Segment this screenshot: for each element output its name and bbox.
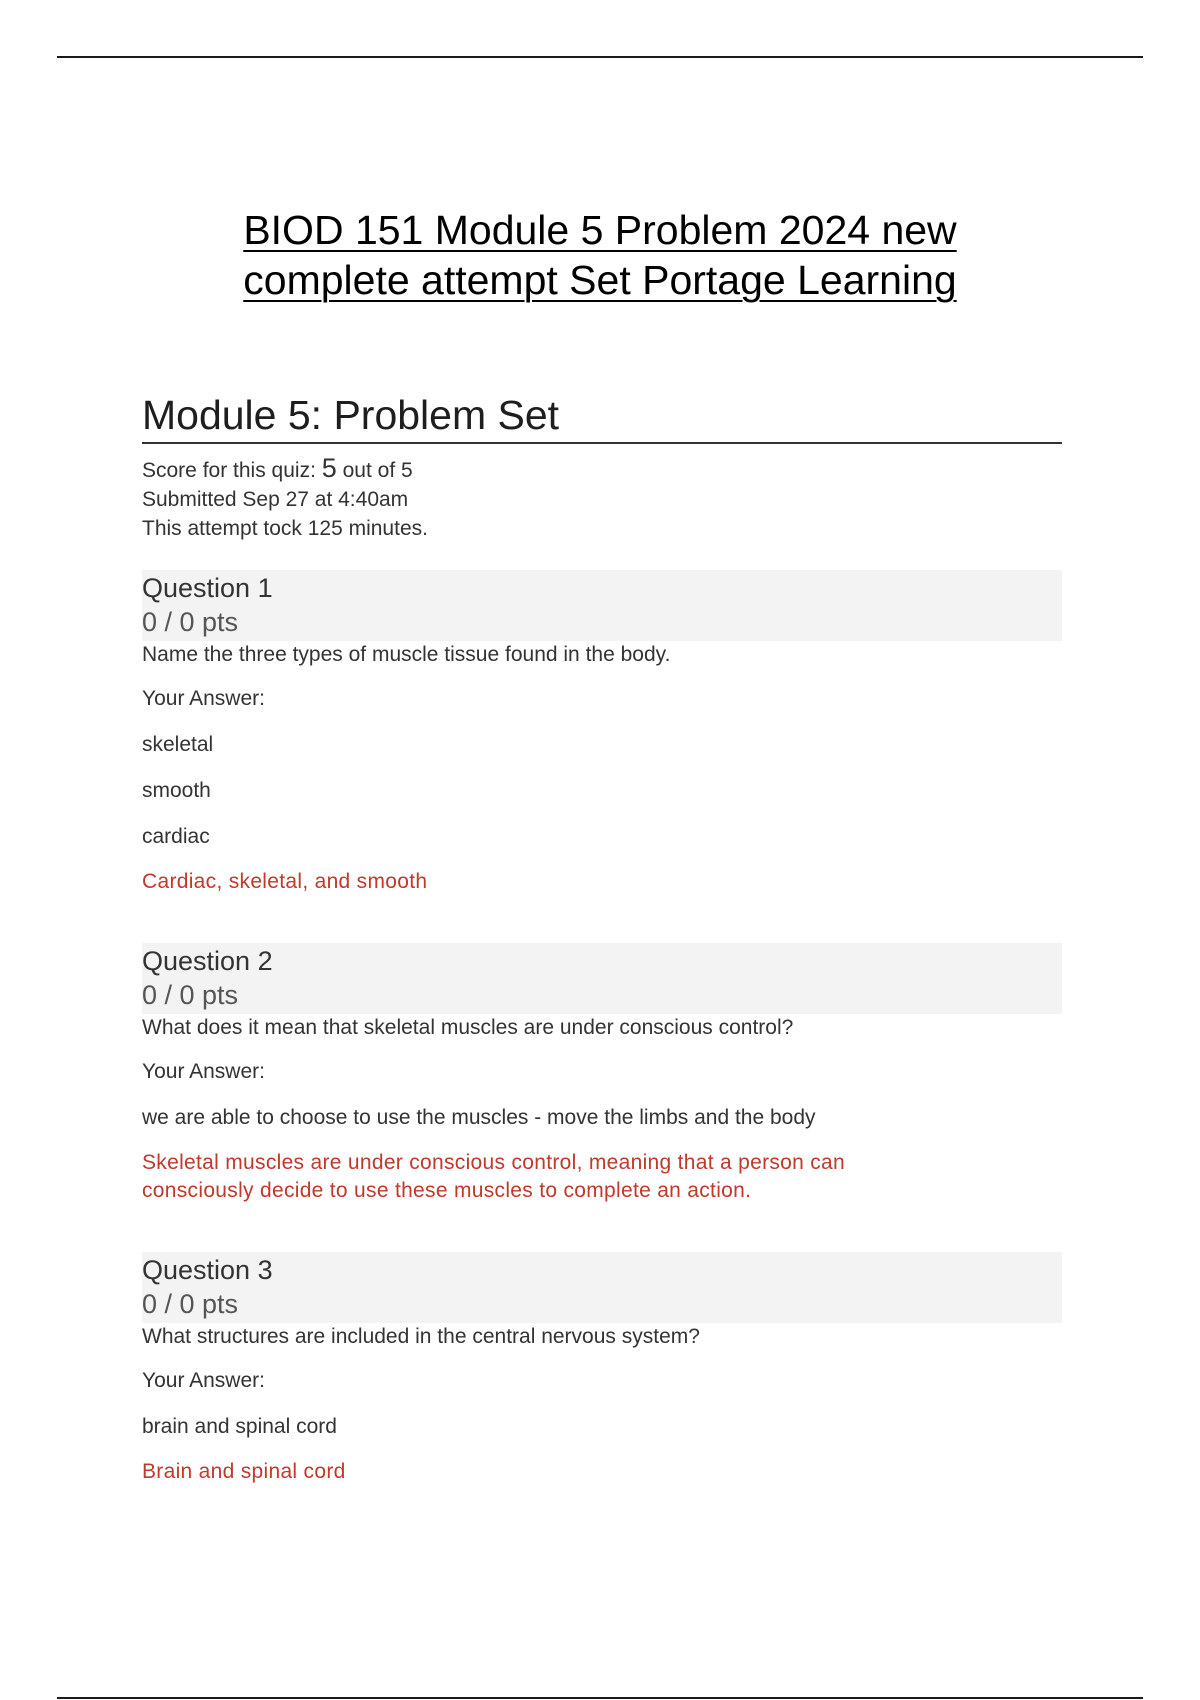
question-header: [142, 1252, 1062, 1323]
score-suffix: out of 5: [336, 459, 413, 482]
document-title-line-2: complete attempt Set Portage Learning: [243, 257, 957, 303]
question-points: 0 / 0 pts: [142, 607, 239, 637]
question-text: Name the three types of muscle tissue found in the body.: [142, 643, 671, 666]
bottom-rule: [57, 1697, 1143, 1699]
correct-answer: Cardiac, skeletal, and smooth: [142, 870, 428, 893]
quiz-section: [142, 390, 1062, 1486]
score-value: 5: [321, 453, 337, 483]
quiz-score: [142, 454, 1062, 485]
question-3: [142, 1252, 1062, 1486]
user-answer: skeletal: [142, 733, 214, 756]
user-answer: brain and spinal cord: [142, 1415, 337, 1438]
quiz-heading: Module 5: Problem Set: [142, 390, 1062, 444]
correct-answer-line: Skeletal muscles are under conscious control, meaning that a person can: [142, 1151, 846, 1174]
your-answer-label: Your Answer:: [142, 687, 265, 710]
question-text: What structures are included in the central nervous system?: [142, 1325, 700, 1348]
top-rule: [57, 56, 1143, 58]
user-answer: smooth: [142, 779, 211, 802]
quiz-meta: [142, 454, 1062, 543]
document-title: [150, 205, 1050, 305]
score-prefix: Score for this quiz:: [142, 459, 322, 482]
correct-answer: [142, 1149, 1062, 1205]
user-answer: we are able to choose to use the muscles - move the limbs and the body: [142, 1106, 816, 1129]
user-answer: cardiac: [142, 825, 210, 848]
question-text: What does it mean that skeletal muscles are under conscious control?: [142, 1016, 794, 1039]
correct-answer-line: consciously decide to use these muscles to complete an action.: [142, 1179, 752, 1202]
correct-answer: Brain and spinal cord: [142, 1460, 346, 1483]
question-title: Question 1: [142, 573, 273, 603]
document-title-line-1: BIOD 151 Module 5 Problem 2024 new: [243, 207, 957, 253]
quiz-duration: This attempt tock 125 minutes.: [142, 517, 428, 540]
question-points: 0 / 0 pts: [142, 1289, 239, 1319]
your-answer-label: Your Answer:: [142, 1369, 265, 1392]
quiz-submitted: Submitted Sep 27 at 4:40am: [142, 488, 409, 511]
question-title: Question 3: [142, 1255, 273, 1285]
question-2: [142, 943, 1062, 1205]
question-title: Question 2: [142, 946, 273, 976]
question-header: [142, 943, 1062, 1014]
question-header: [142, 570, 1062, 641]
your-answer-label: Your Answer:: [142, 1060, 265, 1083]
question-1: [142, 570, 1062, 896]
question-points: 0 / 0 pts: [142, 980, 239, 1010]
